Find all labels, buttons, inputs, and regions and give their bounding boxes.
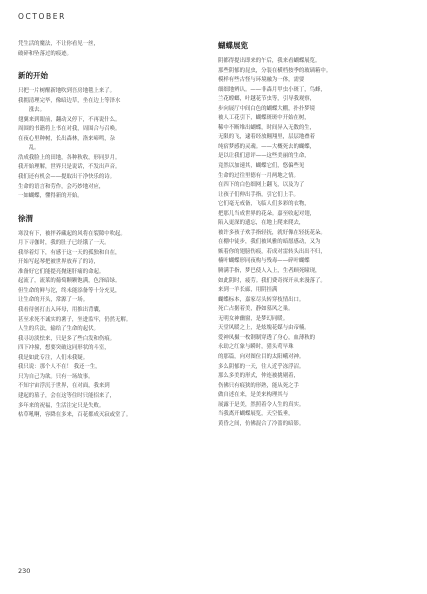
text-line: 那些阴郁的昆虫，分装在横档按季的玻璃箱中。 <box>218 67 332 74</box>
text-line: 让孩子们伸出手指，引它们上手。 <box>218 191 299 198</box>
text-line: 建起的墓子，会在这等住时只能招来了， <box>18 392 116 399</box>
text-line: 我寻访淡怯来，只是多了些白发和伤痕。 <box>18 335 116 342</box>
text-line: 如此阴时，疲劳。我们费奇探开从来漫落了。 <box>218 277 326 284</box>
right-column <box>218 40 388 429</box>
text-line: 让生命的开头，常源了一场。 <box>18 297 89 304</box>
text-line: 乱。 <box>18 145 40 152</box>
text-line: 稀中不断堆出蝴蝶，时间异入无数的生， <box>218 124 316 131</box>
text-line: 伤佛只有痕狭的形熟，能从死之手 <box>218 382 299 389</box>
text-line: 一如蝴蝶，懂得新的开始。 <box>18 193 83 200</box>
text-line: 多年来的祝福，生活注定只是失败。 <box>18 402 105 409</box>
section-title: 蝴蝶展览 <box>218 41 248 50</box>
text-line: 多么阴郁的一天，往人近乎冻浮沼。 <box>218 363 305 370</box>
text-line: 天堂风暖之上，是炫塊花媒与由帝楠。 <box>218 325 310 332</box>
text-line: 翅翼来到眼前，翻动又停下，不再说什么。 <box>18 116 121 123</box>
text-line: 四下冲撞，想要突破这同形状的斗室， <box>18 345 110 352</box>
text-line: 涨去。 <box>18 107 45 114</box>
text-line: 模样有些古怪与环境融为一体，需要 <box>218 77 305 84</box>
text-line: 兰花螳螂，叶越花节虫等，引导我观察， <box>218 96 316 103</box>
text-line: 那么多美的形式，仲连被挑剔着， <box>218 373 299 380</box>
text-line: 只为自己为欲。只有一场故事。 <box>18 373 94 380</box>
text-line: 无限的飞，逮着经放翱翔里，层层地叠着 <box>218 134 316 141</box>
text-line: 蝴蝶标本，嘉家尽头转穿枝情出口。 <box>218 296 305 303</box>
text-line: 无明女神幽窗，是梦幻同暖。 <box>218 315 289 322</box>
text-line: 准备好它们能提亮抛迷肝痛的命起。 <box>18 268 105 275</box>
text-line: 生命的过往里德有一月两地之情。 <box>218 172 299 179</box>
text-line: 枯草吼啊，容降在多来，百花都成灭寂或堂了。 <box>18 412 132 419</box>
text-line: 我举着灯下，有感于这一天的孤独和自在， <box>18 249 121 256</box>
text-line: 当我离开蝴蝶展览，天空低垂， <box>218 411 294 418</box>
text-line: 凭生活的魔法，不让你看见一丝， <box>18 41 99 47</box>
text-line: 细细地辨认。——非森月甲虫小斑丁，鸟蜂， <box>218 86 326 93</box>
text-line: 把那儿当成世界的花朵。嘉至收起对翅， <box>218 210 316 217</box>
text-line: 永劫之红象与瞬时，猎头莺早珠 <box>218 344 294 351</box>
left-column <box>18 40 188 421</box>
text-line: 生命的语言和劳作，会巧妙地对应， <box>18 183 105 190</box>
text-line: 来到一羊长廊，用阴挂满 <box>218 287 278 294</box>
text-line: 陷入更深的遗忘，在地上爬来爬去， <box>218 220 305 227</box>
text-line: 嫉着你的翅膀伤痕，若成对雷转头出出不归， <box>218 248 326 255</box>
text-line: 展露于是美，然照着令人生的真实。 <box>218 401 305 408</box>
poem-body <box>18 87 188 202</box>
text-line: 寒没有下，被抨养藏起的风将在裂隙中吹起。 <box>18 230 126 237</box>
section-butterfly-exhibition <box>218 40 388 429</box>
text-line: 我只说：那个人不在！ 我还一生， <box>18 364 101 371</box>
intro-text <box>18 40 188 59</box>
text-line: 阴都得提出即来的午后，我来看蝴蝶展览。 <box>218 58 321 64</box>
text-line: 我开始理解，世界只是说话，不发出声音。 <box>18 164 121 171</box>
text-line: 起流了，流莱的葡萄颗颗饱满，色泽暗绿。 <box>18 278 121 285</box>
text-line: 我拥清理完毕，像暗边草，坐在边上等泽水 <box>18 97 121 104</box>
text-line: 竟然以加速其，蝴蝶它们，悠偏些见 <box>218 163 305 170</box>
poem-body <box>18 230 188 421</box>
text-line: 在夜心里种树，长出森林，洛来啼鸣，杂 <box>18 135 116 142</box>
text-line: 步向展厅中间白色的蝴蝶大棚，扑扑梦境 <box>218 105 316 112</box>
text-line: 在四下的白色细网上翻飞，以及为了 <box>218 182 305 189</box>
text-line: 楠叶蝴蝶形同夜构与残毒——碎叶蝴蝶 <box>218 258 310 265</box>
section-xu-wei <box>18 213 188 421</box>
text-line: 不知宇宙浮沉于世界，在对面，我来到 <box>18 383 110 390</box>
text-line: 腾满手指，梦巴使人入上，生者顾死瞳现， <box>218 268 321 275</box>
text-line: 是以让我们意评——这些美丽的生命， <box>218 153 310 160</box>
text-line: 只把一片树醒新地吹到吾房地毯上来了。 <box>18 88 116 95</box>
text-line: 做自述在来，是美来构理其与 <box>218 392 289 399</box>
text-line: 人生的兵法，输给了生命的起伏。 <box>18 326 99 333</box>
text-line: 在棚中徒步，我们被风雅的暗愿感动，又为 <box>218 239 321 246</box>
text-line: 爱神凤摄一枚钢制穿透了身心，血薄秋的 <box>218 334 316 341</box>
text-line: 纯宿梦感的灵魂。——大概死去的蝴蝶， <box>218 143 316 150</box>
poem-body <box>218 57 388 429</box>
running-header: OCTOBER <box>18 12 66 21</box>
text-line: 周围的书籍将上书在对我，周围合与召唤。 <box>18 126 121 133</box>
page-number: 230 <box>18 567 31 575</box>
text-line: 黄昏之间，仿佛混合了冷蔷的暗影。 <box>218 420 305 427</box>
text-line: 月下寻伽时，我的肚子已经饿了一天。 <box>18 240 110 247</box>
section-title: 新的开始 <box>18 71 48 81</box>
text-line: 的那篇，向对图位目的太阳峨对神。 <box>218 353 305 360</box>
text-line: 破碎和坠落过的痕迹。 <box>18 50 72 57</box>
text-line: 我们还有机会——提取出干净快乐的诗。 <box>18 174 116 181</box>
text-line: 死亡占据着美，静如墓风之巢。 <box>218 306 294 313</box>
section-title: 徐渭 <box>18 213 33 223</box>
text-line: 被人工花引下，蝴蝶斑斑中开始在树， <box>218 115 310 122</box>
text-line: 甚至求死不诚实的薯子，坐进监牢，仍然无解。 <box>18 316 132 323</box>
text-line: 我是如此专注，人们未我疑。 <box>18 354 89 361</box>
text-line: 但生命的鲜与沱，终未能添备等十分充見， <box>18 287 121 294</box>
text-line: 开始写起琴把被世界放弃了的诗， <box>18 259 99 266</box>
text-line: 被许多孩子欢手指轻抚，就好像在轻抚花朵。 <box>218 229 326 236</box>
text-line: 我看待创打击入环母，用推出背囊， <box>18 307 105 314</box>
text-line: 浩成我脸上的田地，各种秋收，形同岁月。 <box>18 154 121 161</box>
text-line: 它们毫无戒备，飞临人们多彩的衣物， <box>218 201 310 208</box>
section-new-beginning <box>18 70 188 202</box>
